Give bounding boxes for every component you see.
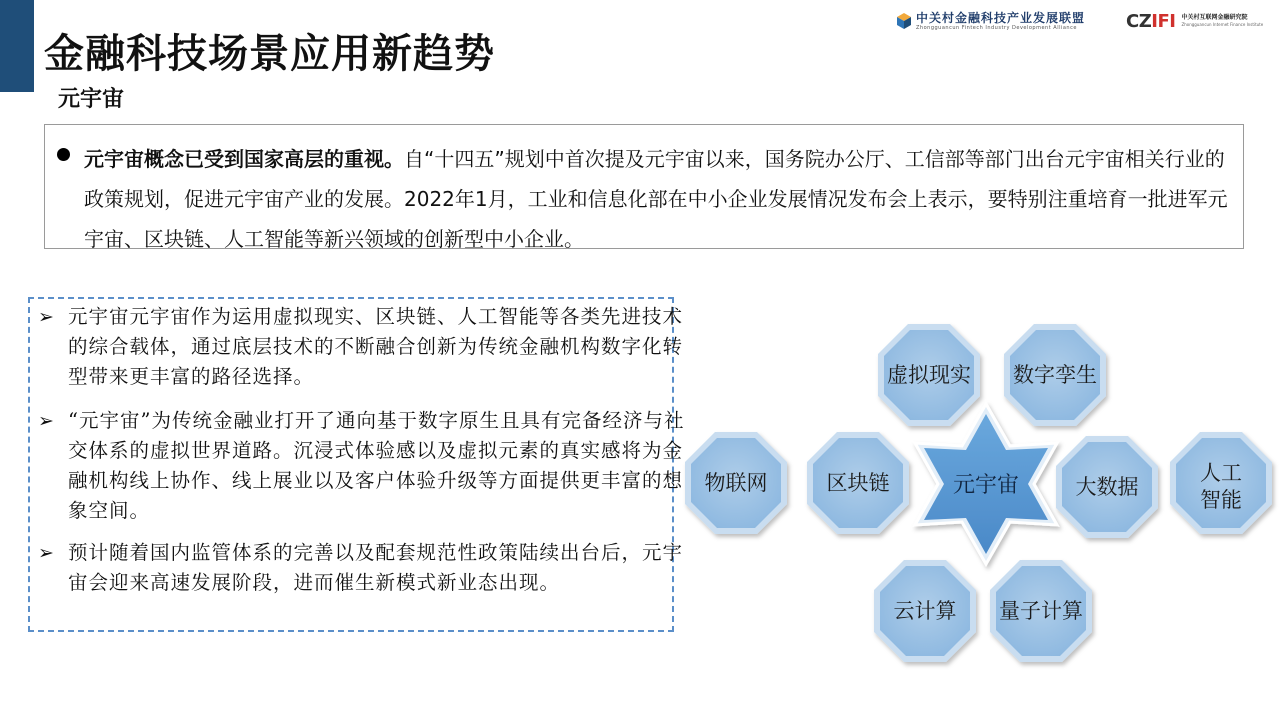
arrow-bullet-icon: ➢	[38, 306, 55, 328]
node-label-blockchain: 区块链	[826, 471, 890, 495]
node-label-ai-line2: 智能	[1200, 488, 1242, 512]
list-item-text: 预计随着国内监管体系的完善以及配套规范性政策陆续出台后，元宇宙会迎来高速发展阶段，进而催生新模式新业态出现。	[68, 541, 684, 594]
czifi-logo	[1126, 8, 1263, 34]
node-label-cloud-computing: 云计算	[893, 599, 957, 623]
node-label-digital-twin: 数字孪生	[1013, 363, 1097, 387]
list-item-text: 元宇宙元宇宙作为运用虚拟现实、区块链、人工智能等各类先进技术的综合载体，通过底层技术的不断融合创新为传统金融机构数字化转型带来更丰富的路径选择。	[68, 305, 684, 388]
key-point-text	[84, 139, 1240, 259]
page-subtitle: 元宇宙	[58, 87, 125, 112]
node-label-iot: 物联网	[704, 471, 768, 495]
czifi-logo-name-en: Zhongguancun Internet Finance Institute	[1181, 22, 1264, 27]
list-item	[38, 302, 688, 392]
node-label-big-data: 大数据	[1075, 475, 1139, 499]
key-point-box	[44, 124, 1244, 249]
key-point-emphasis: 元宇宙概念已受到国家高层的重视。	[84, 147, 404, 171]
metaverse-technology-diagram	[670, 310, 1280, 680]
list-item	[38, 538, 688, 598]
list-item	[38, 406, 688, 526]
arrow-bullet-icon: ➢	[38, 410, 55, 432]
czifi-logo-mark: CZIFI	[1126, 10, 1176, 32]
zgc-fintech-alliance-logo	[896, 8, 1085, 34]
node-label-virtual-reality: 虚拟现实	[887, 363, 971, 387]
zgc-logo-name-en: Zhongguancun Fintech Industry Development Alliance	[916, 24, 1077, 31]
key-point-body: 自“十四五”规划中首次提及元宇宙以来，国务院办公厅、工信部等部门出台元宇宙相关行业的政策规划，促进元宇宙产业的发展。2022年1月，工业和信息化部在中小企业发展情况发布会上表示，要特别注重培育一批进军元宇宙、区块链、人工智能等新兴领域的创新型中小企业。	[84, 147, 1228, 251]
center-label: 元宇宙	[952, 473, 1020, 498]
zgc-logo-name-cn: 中关村金融科技产业发展联盟	[916, 10, 1086, 25]
page-title: 金融科技场景应用新趋势	[44, 31, 495, 77]
bullet-list-box	[28, 297, 685, 632]
arrow-bullet-icon: ➢	[38, 542, 55, 564]
list-item-text: “元宇宙”为传统金融业打开了通向基于数字原生且具有完备经济与社交体系的虚拟世界道路。沉浸式体验感以及虚拟元素的真实感将为金融机构线上协作、线上展业以及客户体验升级等方面提供更丰富的想象空间。	[68, 409, 685, 522]
cube-logo-icon	[896, 12, 912, 30]
node-label-quantum-computing: 量子计算	[999, 599, 1083, 623]
accent-bar	[0, 0, 34, 92]
node-label-ai-line1: 人工	[1200, 461, 1242, 485]
bullet-dot-icon	[57, 148, 70, 161]
czifi-logo-name-cn: 中关村互联网金融研究院	[1181, 14, 1248, 21]
